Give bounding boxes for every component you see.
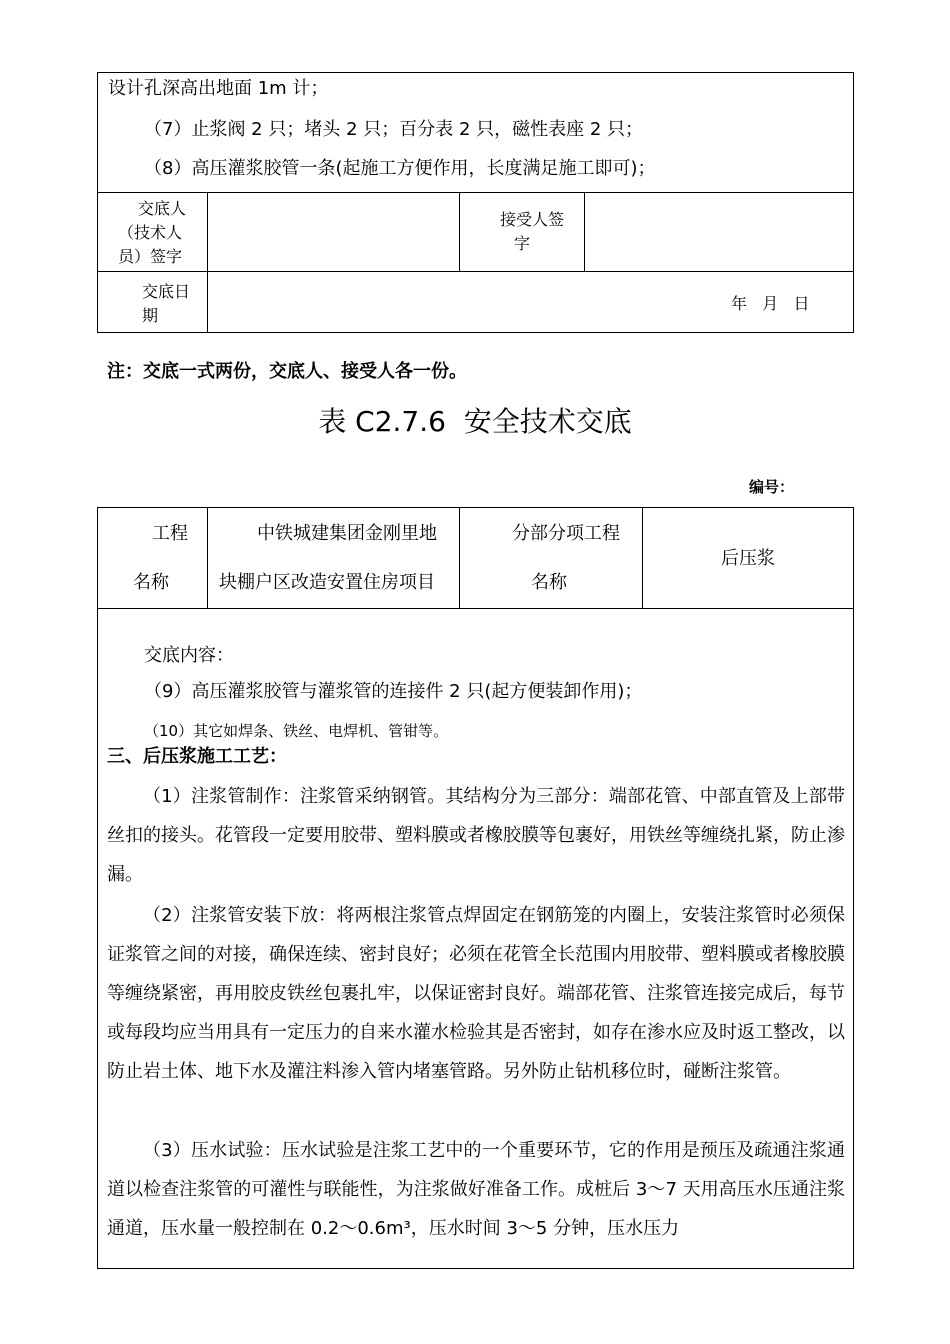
top-table-divider (584, 192, 585, 271)
subproject-name: 后压浆 (721, 548, 775, 569)
top-table-divider (207, 192, 208, 332)
page-title: 表 C2.7.6 安全技术交底 (318, 405, 632, 438)
receiver-signature-field[interactable] (586, 194, 852, 269)
section-heading: 三、后压浆施工工艺： (107, 746, 287, 767)
note: 注：交底一式两份，交底人、接受人各一份。 (107, 361, 467, 382)
content-item: （10）其它如焊条、铁丝、电焊机、管钳等。 (144, 722, 449, 740)
paragraph: （3）压水试验：压水试验是注浆工艺中的一个重要环节，它的作用是预压及疏通注浆通道以检查注浆管的可灌性与联能性，为注浆做好准备工作。成桩后 3～7 天用高压水压通注浆通道，压水量一般控制在 0.2～0.6m³，压水时间 3～5 分钟，压水压力 (107, 1140, 845, 1239)
material-line: （7）止浆阀 2 只；堵头 2 只；百分表 2 只，磁性表座 2 只； (144, 119, 644, 140)
main-table-divider (97, 608, 854, 609)
project-name: 中铁城建集团金刚里地 块棚户区改造安置住房项目 (219, 523, 437, 593)
material-line: （8）高压灌浆胶管一条(起施工方便作用，长度满足施工即可)； (144, 158, 656, 179)
date-field[interactable]: 年 月 日 (731, 294, 810, 313)
content-heading: 交底内容： (144, 645, 234, 666)
top-table-divider (97, 271, 854, 272)
paragraph: （2）注浆管安装下放：将两根注浆管点焊固定在钢筋笼的内圈上，安装注浆管时必须保证浆管之间的对接，确保连续、密封良好；必须在花管全长范围内用胶带、塑料膜或者橡胶膜等缠绕紧密，再用胶皮铁丝包裹扎牢，以保证密封良好。端部花管、注浆管连接完成后，每节或每段均应当用具有一定压力的自来水灌水检验其是否密封，如存在渗水应及时返工整改，以防止岩土体、地下水及灌注料渗入管内堵塞管路。另外防止钻机移位时，碰断注浆管。 (107, 905, 845, 1082)
main-table-divider (207, 507, 208, 608)
date-label: 交底日 期 (142, 282, 191, 325)
top-table-divider (97, 192, 854, 193)
material-line: 设计孔深高出地面 1m 计； (108, 78, 329, 99)
signer-label: 交底人 （技术人 员）签字 (118, 199, 187, 266)
receiver-label: 接受人签 字 (500, 210, 565, 253)
subproject-label: 分部分项工程 名称 (512, 523, 620, 593)
project-label: 工程 名称 (133, 523, 188, 593)
signer-signature-field[interactable] (209, 194, 457, 269)
top-table-divider (459, 192, 460, 271)
content-item: （9）高压灌浆胶管与灌浆管的连接件 2 只(起方便装卸作用)； (144, 681, 643, 702)
paragraph: （1）注浆管制作：注浆管采纳钢管。其结构分为三部分：端部花管、中部直管及上部带丝扣的接头。花管段一定要用胶带、塑料膜或者橡胶膜等包裹好，用铁丝等缠绕扎紧，防止渗漏。 (107, 786, 845, 885)
number-label: 编号： (749, 478, 795, 496)
